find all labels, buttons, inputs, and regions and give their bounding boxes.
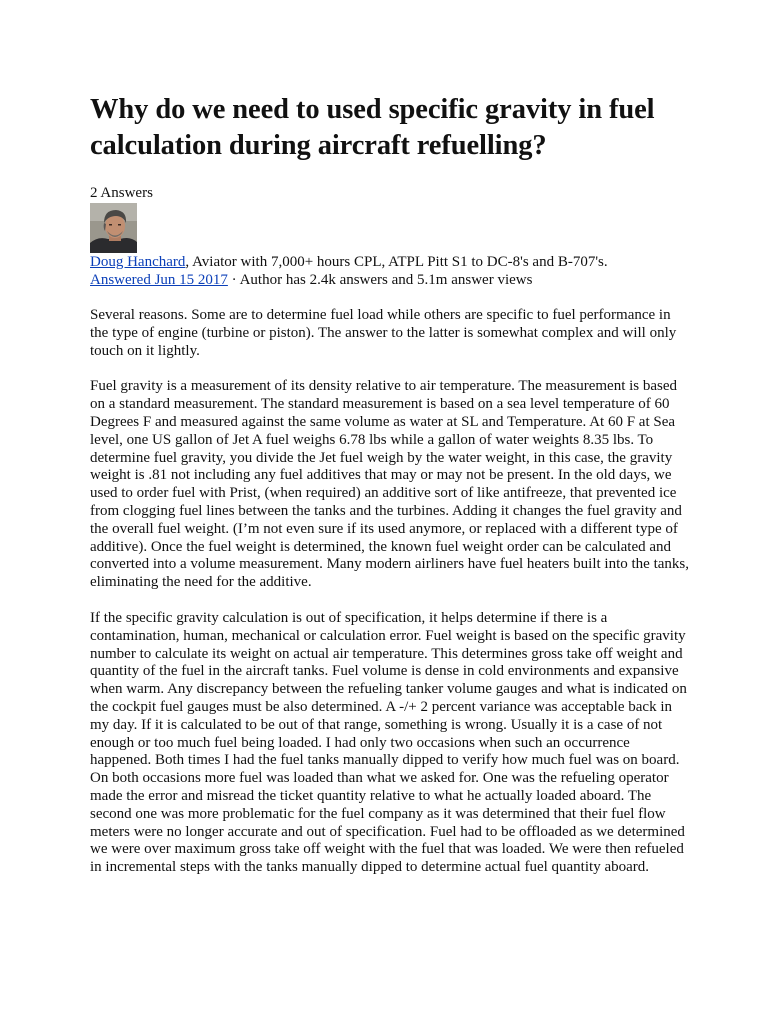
author-photo bbox=[90, 203, 137, 253]
answered-date-link[interactable]: Answered Jun 15 2017 bbox=[90, 272, 228, 288]
answer-paragraph: Fuel gravity is a measurement of its density relative to air temperature. The measurement is based on a standard measurement. The standard measurement is based on a sea level temperature of 60 Degrees F and measured against the same volume as water at SL and Temperature. At 60 F at Sea level, one US gallon of Jet A fuel weighs 6.78 lbs while a gallon of water weights 8.35 lbs. To determine fuel gravity, you divide the Jet fuel weigh by the water weight, in this case, the gravity weight is .81 not including any fuel additives that may or may not be present. In the old days, we used to order fuel with Prist, (when required) an additive sort of like antifreeze, that prevented ice from clogging fuel lines between the tanks and the turbines. Adding it changes the fuel gravity and the overall fuel weight. (I’m not even sure if its used anymore, or replaced with a different type of additive). Once the fuel weight is determined, the known fuel weight order can be calculated and converted into a volume measurement. Many modern airliners have fuel heaters built into the tanks, eliminating the need for the additive. bbox=[90, 378, 689, 591]
author-name-link[interactable]: Doug Hanchard bbox=[90, 254, 186, 270]
answers-count: 2 Answers bbox=[90, 185, 153, 201]
answer-body bbox=[90, 307, 690, 877]
answer-paragraph: Several reasons. Some are to determine fuel load while others are specific to fuel performance in the type of engine (turbine or piston). The answer to the latter is somewhat complex and will only touch on it lightly. bbox=[90, 307, 677, 359]
author-stats: · Author has 2.4k answers and 5.1m answer views bbox=[227, 272, 533, 288]
question-title: Why do we need to used specific gravity in fuel calculation during aircraft refuelling? bbox=[90, 94, 655, 161]
author-line bbox=[90, 253, 690, 271]
answer-meta-line bbox=[90, 271, 690, 289]
answer-page bbox=[90, 92, 690, 895]
author-avatar[interactable] bbox=[90, 203, 137, 253]
answer-paragraph: If the specific gravity calculation is out of specification, it helps determine if there is a contamination, human, mechanical or calculation error. Fuel weight is based on the specific gravity number to calculate its weight on actual air temperature. This determines gross take off weight and quantity of the fuel in the aircraft tanks. Fuel volume is dense in cold environments and expansive when warm. Any discrepancy between the refueling tanker volume gauges and what is indicated on the cockpit fuel gauges must be also determined. A -/+ 2 percent variance was acceptable back in my day. If it is calculated to be out of that range, something is wrong. Usually it is a case of not enough or too much fuel being loaded. I had only two occasions when such an occurrence happened. Both times I had the fuel tanks manually dipped to verify how much fuel was on board. On both occasions more fuel was loaded than what we asked for. One was the refueling operator made the error and misread the ticket quantity relative to what he actually loaded aboard. The second one was more problematic for the fuel company as it was determined that their fuel flow meters were no longer accurate and out of specification. Fuel had to be offloaded as we determined we were over maximum gross take off weight with the fuel that was loaded. We were then refueled in incremental steps with the tanks manually dipped to determine actual fuel quantity aboard. bbox=[90, 609, 687, 876]
author-credential: , Aviator with 7,000+ hours CPL, ATPL Pitt S1 to DC-8's and B-707's. bbox=[185, 254, 608, 270]
